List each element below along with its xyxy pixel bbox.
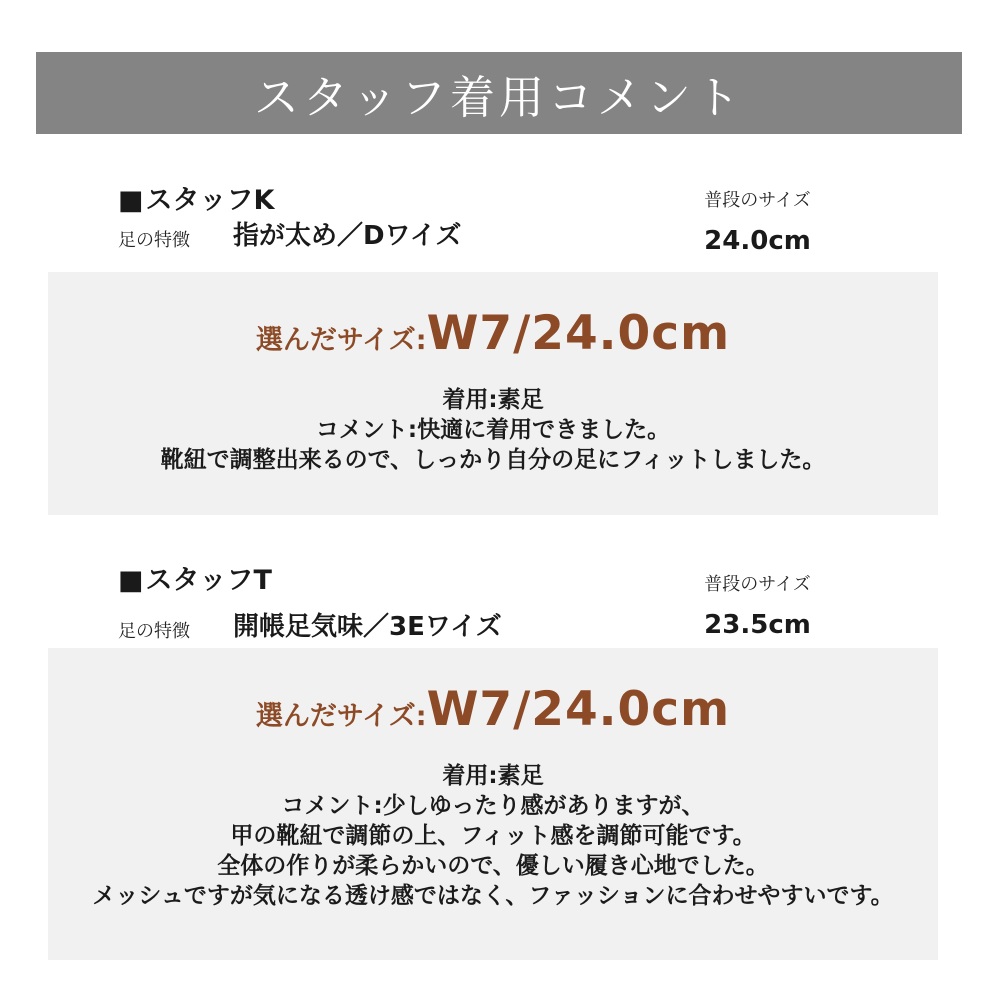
chosen-size-row: [48, 684, 938, 743]
staff-t-name: [118, 565, 272, 597]
page-title: スタッフ着用コメント: [253, 70, 744, 124]
staff-k-comment-box: [48, 272, 938, 515]
usual-size-value: 24.0cm: [704, 226, 811, 256]
comment-line: コメント:少しゆったり感がありますが、: [281, 793, 705, 819]
comment-line: メッシュですが気になる透け感ではなく、ファッションに合わせやすいです。: [92, 883, 894, 909]
comment-line: コメント:快適に着用できました。: [315, 417, 671, 443]
section-title-banner: [36, 52, 962, 134]
chosen-size-label: 選んだサイズ:: [255, 325, 427, 356]
chosen-size-value: W7/24.0cm: [426, 682, 731, 737]
staff-k-foot-feature-label: 足の特徴: [118, 230, 190, 251]
usual-size-value: 23.5cm: [704, 610, 811, 640]
usual-size-label: 普段のサイズ: [704, 190, 811, 211]
chosen-size-label: 選んだサイズ:: [255, 701, 427, 732]
staff-k-foot-feature-value: 指が太め／Dワイズ: [233, 221, 462, 251]
staff-t-foot-feature-label: 足の特徴: [118, 621, 190, 642]
chosen-size-value: W7/24.0cm: [426, 306, 731, 361]
staff-t-foot-feature-value: 開帳足気味／3Eワイズ: [233, 612, 502, 642]
square-bullet-icon: ■: [118, 185, 144, 216]
comments-block: [48, 385, 938, 475]
comment-line: 着用:素足: [442, 763, 544, 789]
staff-t-name-label: スタッフT: [145, 565, 272, 596]
staff-k-usual-size: [650, 190, 865, 256]
staff-k-name: [118, 185, 274, 217]
staff-t-comment-box: [48, 648, 938, 960]
comment-line: 靴紐で調整出来るので、しっかり自分の足にフィットしました。: [160, 447, 826, 473]
comment-line: 全体の作りが柔らかいので、優しい履き心地でした。: [217, 853, 769, 879]
comments-block: [48, 761, 938, 911]
chosen-size-row: [48, 308, 938, 367]
comment-line: 着用:素足: [442, 387, 544, 413]
comment-line: 甲の靴紐で調節の上、フィット感を調節可能です。: [230, 823, 756, 849]
staff-t-usual-size: [650, 574, 865, 640]
staff-k-name-label: スタッフK: [145, 185, 275, 216]
square-bullet-icon: ■: [118, 565, 144, 596]
usual-size-label: 普段のサイズ: [704, 574, 811, 595]
